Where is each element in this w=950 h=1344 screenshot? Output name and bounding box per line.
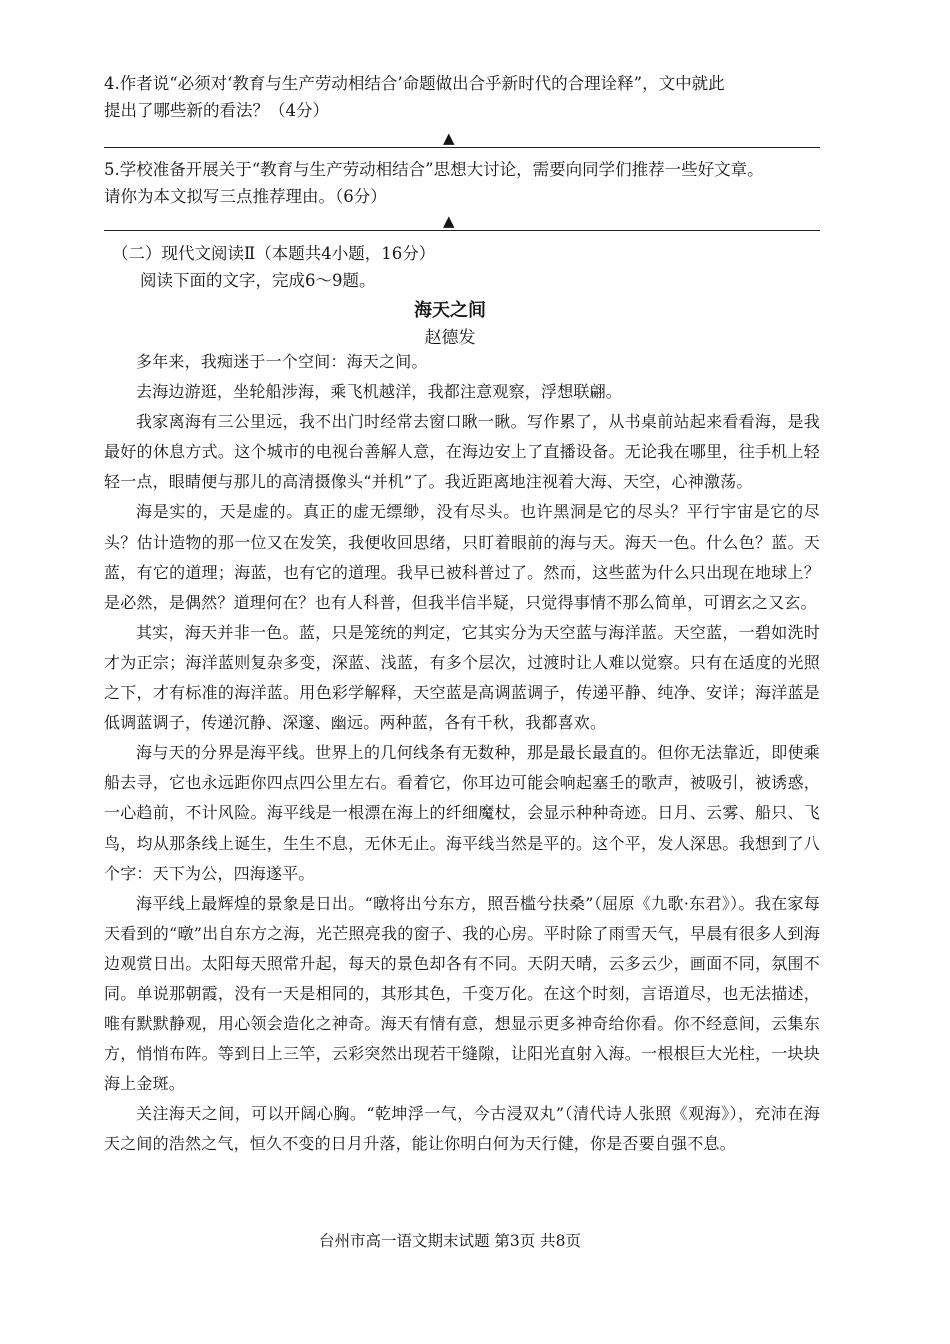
question-4-line1: 4.作者说“必须对‘教育与生产劳动相结合’命题做出合乎新时代的合理诠释”，文中就此	[104, 74, 725, 93]
article-body	[104, 347, 820, 1160]
question-5	[104, 156, 824, 210]
article-author: 赵德发	[424, 328, 476, 348]
answer-marker-4: ▲	[443, 129, 455, 147]
answer-line-4	[104, 147, 820, 148]
article-paragraph-5: 其实，海天并非一色。蓝，只是笼统的判定，它其实分为天空蓝与海洋蓝。天空蓝，一碧如洗时才为正宗；海洋蓝则复杂多变，深蓝、浅蓝，有多个层次，过渡时让人难以觉察。只有在适度的光照之下，才有标准的海洋蓝。用色彩学解释，天空蓝是高调蓝调子，传递平静、纯净、安详；海洋蓝是低调蓝调子，传递沉静、深邃、幽远。两种蓝，各有千秋，我都喜欢。	[104, 622, 820, 733]
question-4-line2: 提出了哪些新的看法？（4分）	[104, 101, 329, 120]
article-paragraph-1: 多年来，我痴迷于一个空间：海天之间。	[136, 352, 428, 371]
article-title: 海天之间	[414, 300, 486, 321]
answer-marker-5: ▲	[443, 212, 455, 230]
article-paragraph-6: 海与天的分界是海平线。世界上的几何线条有无数种，那是最长最直的。但你无法靠近，即使乘船去寻，它也永远距你四点四公里左右。看着它，你耳边可能会响起塞壬的歌声，被吸引，被诱惑，一心趋前，不计风险。海平线是一根漂在海上的纤细魔杖，会显示种种奇迹。日月、云雾、船只、飞鸟，均从那条线上诞生，生生不息，无休无止。海平线当然是平的。这个平，发人深思。我想到了八个字：天下为公，四海遂平。	[104, 743, 820, 883]
article-paragraph-4: 海是实的，天是虚的。真正的虚无缥缈，没有尽头。也许黑洞是它的尽头？平行宇宙是它的尽头？估计造物的那一位又在发笑，我便收回思绪，只盯着眼前的海与天。海天一色。什么色？蓝。天蓝，有它的道理；海蓝，也有它的道理。我早已被科普过了。然而，这些蓝为什么只出现在地球上？是必然，是偶然？道理何在？也有人科普，但我半信半疑，只觉得事情不那么简单，可谓玄之又玄。	[104, 502, 820, 612]
question-5-line1: 5.学校准备开展关于“教育与生产劳动相结合”思想大讨论，需要向同学们推荐一些好文章。	[104, 160, 764, 179]
question-4	[104, 70, 824, 124]
page-footer: 台州市高一语文期末试题 第3页 共8页	[318, 1232, 582, 1250]
question-5-line2: 请你为本文拟写三点推荐理由。（6分）	[104, 187, 387, 206]
answer-line-5	[104, 230, 820, 231]
section-heading: （二）现代文阅读Ⅱ（本题共4小题，16分）	[112, 244, 436, 263]
section-instruction: 阅读下面的文字，完成6～9题。	[140, 271, 376, 290]
article-paragraph-2: 去海边游逛，坐轮船涉海，乘飞机越洋，我都注意观察，浮想联翩。	[136, 382, 623, 402]
article-paragraph-3: 我家离海有三公里远，我不出门时经常去窗口瞅一瞅。写作累了，从书桌前站起来看看海，是我最好的休息方式。这个城市的电视台善解人意，在海边安上了直播设备。无论我在哪里，往手机上轻轻一点，眼睛便与那儿的高清摄像头“并机”了。我近距离地注视着大海、天空，心神激荡。	[104, 412, 820, 492]
article-paragraph-7: 海平线上最辉煌的景象是日出。“暾将出兮东方，照吾槛兮扶桑”（屈原《九歌·东君》）。我在家每天看到的“暾”出自东方之海，光芒照亮我的窗子、我的心房。平时除了雨雪天气，早晨有很多人到海边观赏日出。太阳每天照常升起，每天的景色却各有不同。天阴天晴，云多云少，画面不同，氛围不同。单说那朝霞，没有一天是相同的，其形其色，千变万化。在这个时刻，言语道尽，也无法描述，唯有默默静观，用心领会造化之神奇。海天有情有意，想显示更多神奇给你看。你不经意间，云集东方，悄悄布阵。等到日上三竿，云彩突然出现若干缝隙，让阳光直射入海。一根根巨大光柱，一块块海上金斑。	[104, 893, 820, 1094]
article-paragraph-8: 关注海天之间，可以开阔心胸。“乾坤浮一气，今古浸双丸”（清代诗人张照《观海》），充沛在海天之间的浩然之气，恒久不变的日月升落，能让你明白何为天行健，你是否要自强不息。	[104, 1104, 820, 1154]
